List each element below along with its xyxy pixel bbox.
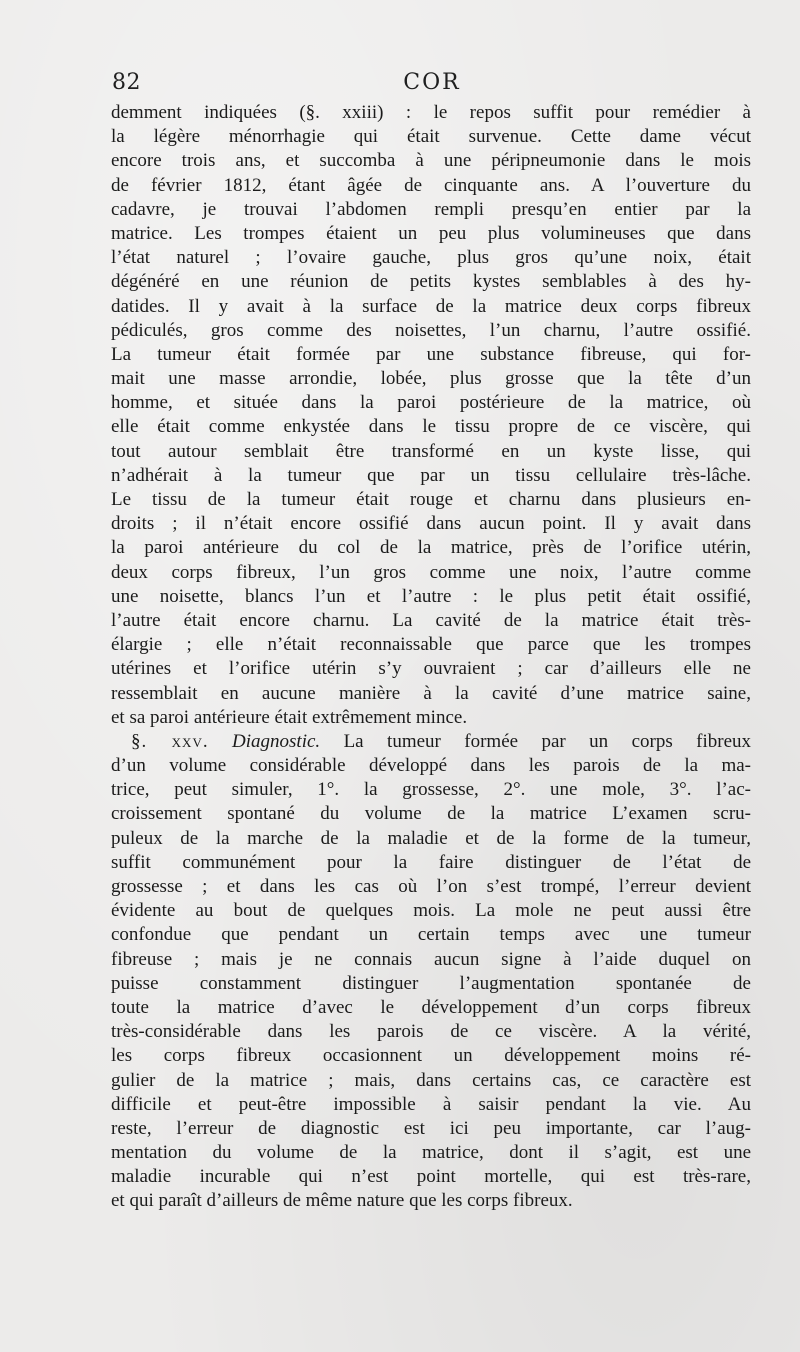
text-line: évidente au bout de quelques mois. La mole ne peut aussi être — [111, 900, 751, 922]
text-line: puisse constamment distinguer l’augmentation spontanée de — [111, 972, 751, 994]
text-line: tout autour semblait être transformé en un kyste lisse, qui — [111, 440, 751, 462]
text-line: confondue que pendant un certain temps avec une tumeur — [111, 924, 751, 946]
text-line: fibreuse ; mais je ne connais aucun signe à l’aide duquel on — [111, 948, 751, 970]
text-line: mentation du volume de la matrice, dont il s’agit, est une — [111, 1142, 751, 1164]
body-text — [111, 101, 751, 1214]
text-line: de février 1812, étant âgée de cinquante ans. A l’ouverture du — [111, 174, 751, 196]
paragraph-diagnostic — [111, 730, 751, 1214]
text-line: La tumeur était formée par une substance fibreuse, qui for- — [111, 343, 751, 365]
text-line: et qui paraît d’ailleurs de même nature que les corps fibreux. — [111, 1190, 573, 1212]
text-line: maladie incurable qui n’est point mortelle, qui est très-rare, — [111, 1166, 751, 1188]
text-line: et sa paroi antérieure était extrêmement mince. — [111, 706, 468, 728]
text-line: difficile et peut-être impossible à saisir pendant la vie. Au — [111, 1093, 751, 1115]
running-title: COR — [403, 70, 461, 95]
text-line: reste, l’erreur de diagnostic est ici peu importante, car l’aug- — [111, 1117, 751, 1139]
text-line: toute la matrice d’avec le développement d’un corps fibreux — [111, 996, 751, 1018]
text-line: l’état naturel ; l’ovaire gauche, plus gros qu’une noix, était — [111, 247, 751, 269]
text-line: la paroi antérieure du col de la matrice, près de l’orifice utérin, — [111, 537, 751, 559]
text-line: homme, et située dans la paroi postérieure de la matrice, où — [111, 392, 751, 414]
text-line: pédiculés, gros comme des noisettes, l’un charnu, l’autre ossifié. — [111, 319, 751, 341]
text-line: grossesse ; et dans les cas où l’on s’est trompé, l’erreur devient — [111, 876, 751, 897]
text-line: suffit communément pour la faire distinguer de l’état de — [111, 851, 751, 873]
text-line: Le tissu de la tumeur était rouge et charnu dans plusieurs en- — [111, 489, 751, 510]
text-line: dégénéré en une réunion de petits kystes semblables à des hy- — [111, 271, 751, 293]
text-line: la légère ménorrhagie qui était survenue. Cette dame vécut — [111, 126, 751, 148]
text-line: très-considérable dans les parois de ce viscère. A la vérité, — [111, 1021, 751, 1043]
text-line: encore trois ans, et succomba à une péripneumonie dans le mois — [111, 150, 751, 172]
text-line: gulier de la matrice ; mais, dans certains cas, ce caractère est — [111, 1069, 751, 1091]
text-line: mait une masse arrondie, lobée, plus grosse que la tête d’un — [111, 368, 751, 390]
text-line: datides. Il y avait à la surface de la matrice deux corps fibreux — [111, 295, 751, 317]
text-line: utérines et l’orifice utérin s’y ouvraient ; car d’ailleurs elle ne — [111, 658, 751, 680]
text-line: élargie ; elle n’était reconnaissable que parce que les trompes — [111, 634, 751, 656]
text-line: demment indiquées (§. xxiii) : le repos suffit pour remédier à — [111, 102, 751, 123]
heading-line-text: La tumeur formée par un corps fibreux — [343, 730, 752, 752]
text-line: les corps fibreux occasionnent un développement moins ré- — [111, 1045, 751, 1067]
text-line: cadavre, je trouvai l’abdomen rempli presqu’en entier par la — [111, 198, 751, 220]
text-line: trice, peut simuler, 1°. la grossesse, 2°. une mole, 3°. l’ac- — [111, 779, 751, 801]
text-line: n’adhérait à la tumeur que par un tissu cellulaire très-lâche. — [111, 464, 751, 486]
page-header — [112, 70, 752, 100]
text-line: l’autre était encore charnu. La cavité de la matrice était très- — [111, 609, 751, 631]
section-heading: Diagnostic. — [232, 730, 321, 752]
text-line: matrice. Les trompes étaient un peu plus volumineuses que dans — [111, 222, 751, 244]
text-line: croissement spontané du volume de la matrice L’examen scru- — [111, 803, 751, 825]
text-line: d’un volume considérable développé dans les parois de la ma- — [111, 755, 751, 777]
section-mark: §. xxv. — [131, 730, 209, 752]
text-line: deux corps fibreux, l’un gros comme une noix, l’autre comme — [111, 561, 751, 583]
text-line: ressemblait en aucune manière à la cavité d’une matrice saine, — [111, 682, 751, 704]
text-line: droits ; il n’était encore ossifié dans aucun point. Il y avait dans — [111, 513, 751, 535]
paragraph-case-report — [111, 101, 751, 730]
text-line: une noisette, blancs l’un et l’autre : le plus petit était ossifié, — [111, 585, 751, 607]
text-line: elle était comme enkystée dans le tissu propre de ce viscère, qui — [111, 416, 751, 438]
section-heading-line — [111, 730, 751, 754]
page-number: 82 — [112, 70, 141, 95]
text-line: puleux de la marche de la maladie et de la forme de la tumeur, — [111, 827, 751, 849]
